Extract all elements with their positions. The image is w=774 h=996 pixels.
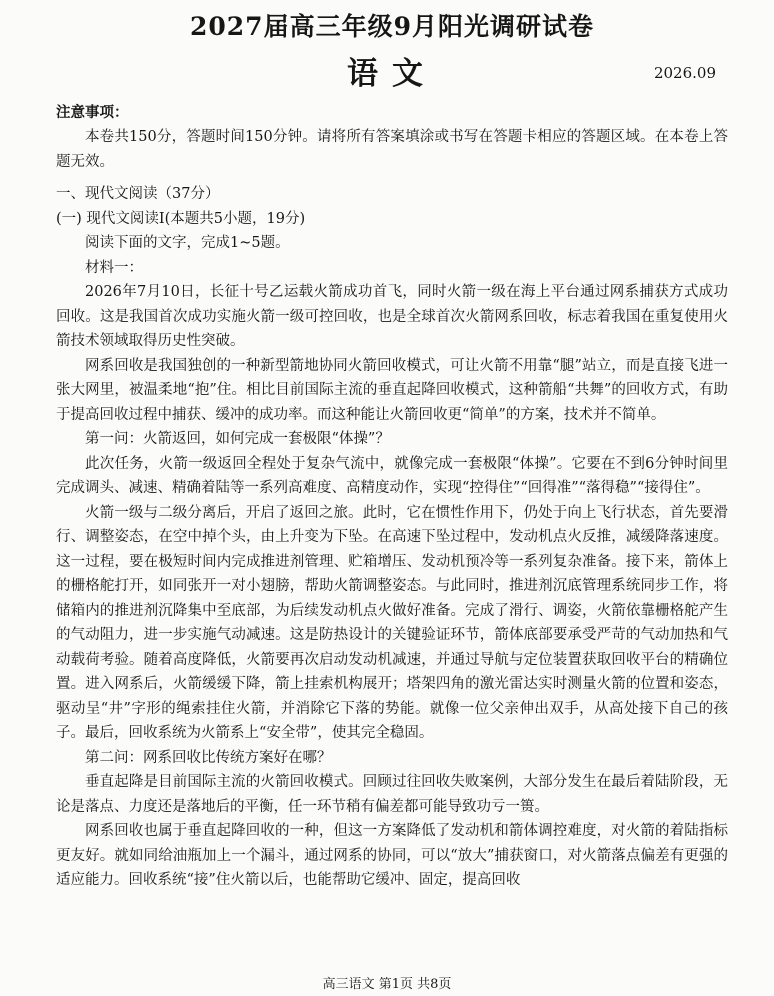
paragraph: 2026年7月10日，长征十号乙运载火箭成功首飞，同时火箭一级在海上平台通过网系捕获方式成功回收。这是我国首次成功实施火箭一级可控回收，也是全球首次火箭网系回收，标志着我国在重复使用火箭技术领域取得历史性突破。 [56,284,728,349]
subject-row [56,44,728,90]
instruction: 阅读下面的文字，完成1~5题。 [85,235,290,251]
paragraph: 垂直起降是目前国际主流的火箭回收模式。回顾过往回收失败案例，大部分发生在最后着陆阶段，无论是落点、力度还是落地后的平衡，任一环节稍有偏差都可能导致功亏一篑。 [56,774,728,815]
subject-title: 语文 [347,56,437,92]
paragraph: 网系回收也属于垂直起降回收的一种，但这一方案降低了发动机和箭体调控难度，对火箭的着陆指标更友好。就如同给油瓶加上一个漏斗，通过网系的协同，可以“放大”捕获窗口，对火箭落点偏差有更强的适应能力。回收系统“接”住火箭以后，也能帮助它缓冲、固定，提高回收 [56,823,728,888]
section-heading: 一、现代文阅读（37分） [56,186,220,202]
exam-title: 2027届高三年级9月阳光调研试卷 [190,12,594,41]
page-footer: 高三语文 第1页 共8页 [322,977,452,992]
sub-section-heading: (一) 现代文阅读I(本题共5小题，19分) [56,210,306,227]
question-heading: 第二问：网系回收比传统方案好在哪？ [85,749,332,766]
question-heading: 第一问：火箭返回，如何完成一套极限“体操”？ [85,431,390,447]
notice-body: 本卷共150分，答题时间150分钟。请将所有答案填涂或书写在答题卡相应的答题区域。在本卷上答题无效。 [56,129,728,170]
paragraph: 网系回收是我国独创的一种新型箭地协同火箭回收模式，可让火箭不用靠“腿”站立，而是直接飞进一张大网里，被温柔地“抱”住。相比目前国际主流的垂直起降回收模式，这种箭船“共舞”的回收方式，有助于提高回收过程中捕获、缓冲的成功率。而这种能让火箭回收更“简单”的方案，技术并不简单。 [56,357,728,423]
notice-title: 注意事项： [56,104,129,121]
material-label: 材料一： [85,259,143,276]
paragraph: 此次任务，火箭一级返回全程处于复杂气流中，就像完成一套极限“体操”。它要在不到6分钟时间里完成调头、减速、精确着陆等一系列高难度、高精度动作，实现“控得住”“回得准”“落得稳”“接得住”。 [56,455,728,496]
paragraph: 火箭一级与二级分离后，开启了返回之旅。此时，它在惯性作用下，仍处于向上飞行状态，首先要滑行、调整姿态，在空中掉个头，由上升变为下坠。在高速下坠过程中，发动机点火反推，减缓降落速度。这一过程，要在极短时间内完成推进剂管理、贮箱增压、发动机预冷等一系列复杂准备。接下来，箭体上的栅格舵打开，如同张开一对小翅膀，帮助火箭调整姿态。与此同时，推进剂沉底管理系统同步工作，将储箱内的推进剂沉降集中至底部，为后续发动机点火做好准备。完成了滑行、调姿，火箭依靠栅格舵产生的气动阻力，进一步实施气动减速。这是防热设计的关键验证环节，箭体底部要承受严苛的气动加热和气动载荷考验。随着高度降低，火箭要再次启动发动机减速，并通过导航与定位装置获取回收平台的精确位置。进入网系后，火箭缓缓下降，箭上挂索机构展开；塔架四角的激光雷达实时测量火箭的位置和姿态，驱动呈“井”字形的绳索挂住火箭，并消除它下落的势能。就像一位父亲伸出双手，从高处接下自己的孩子。最后，回收系统为火箭系上“安全带”，使其完全稳固。 [56,504,728,741]
exam-date: 2026.09 [653,64,716,82]
